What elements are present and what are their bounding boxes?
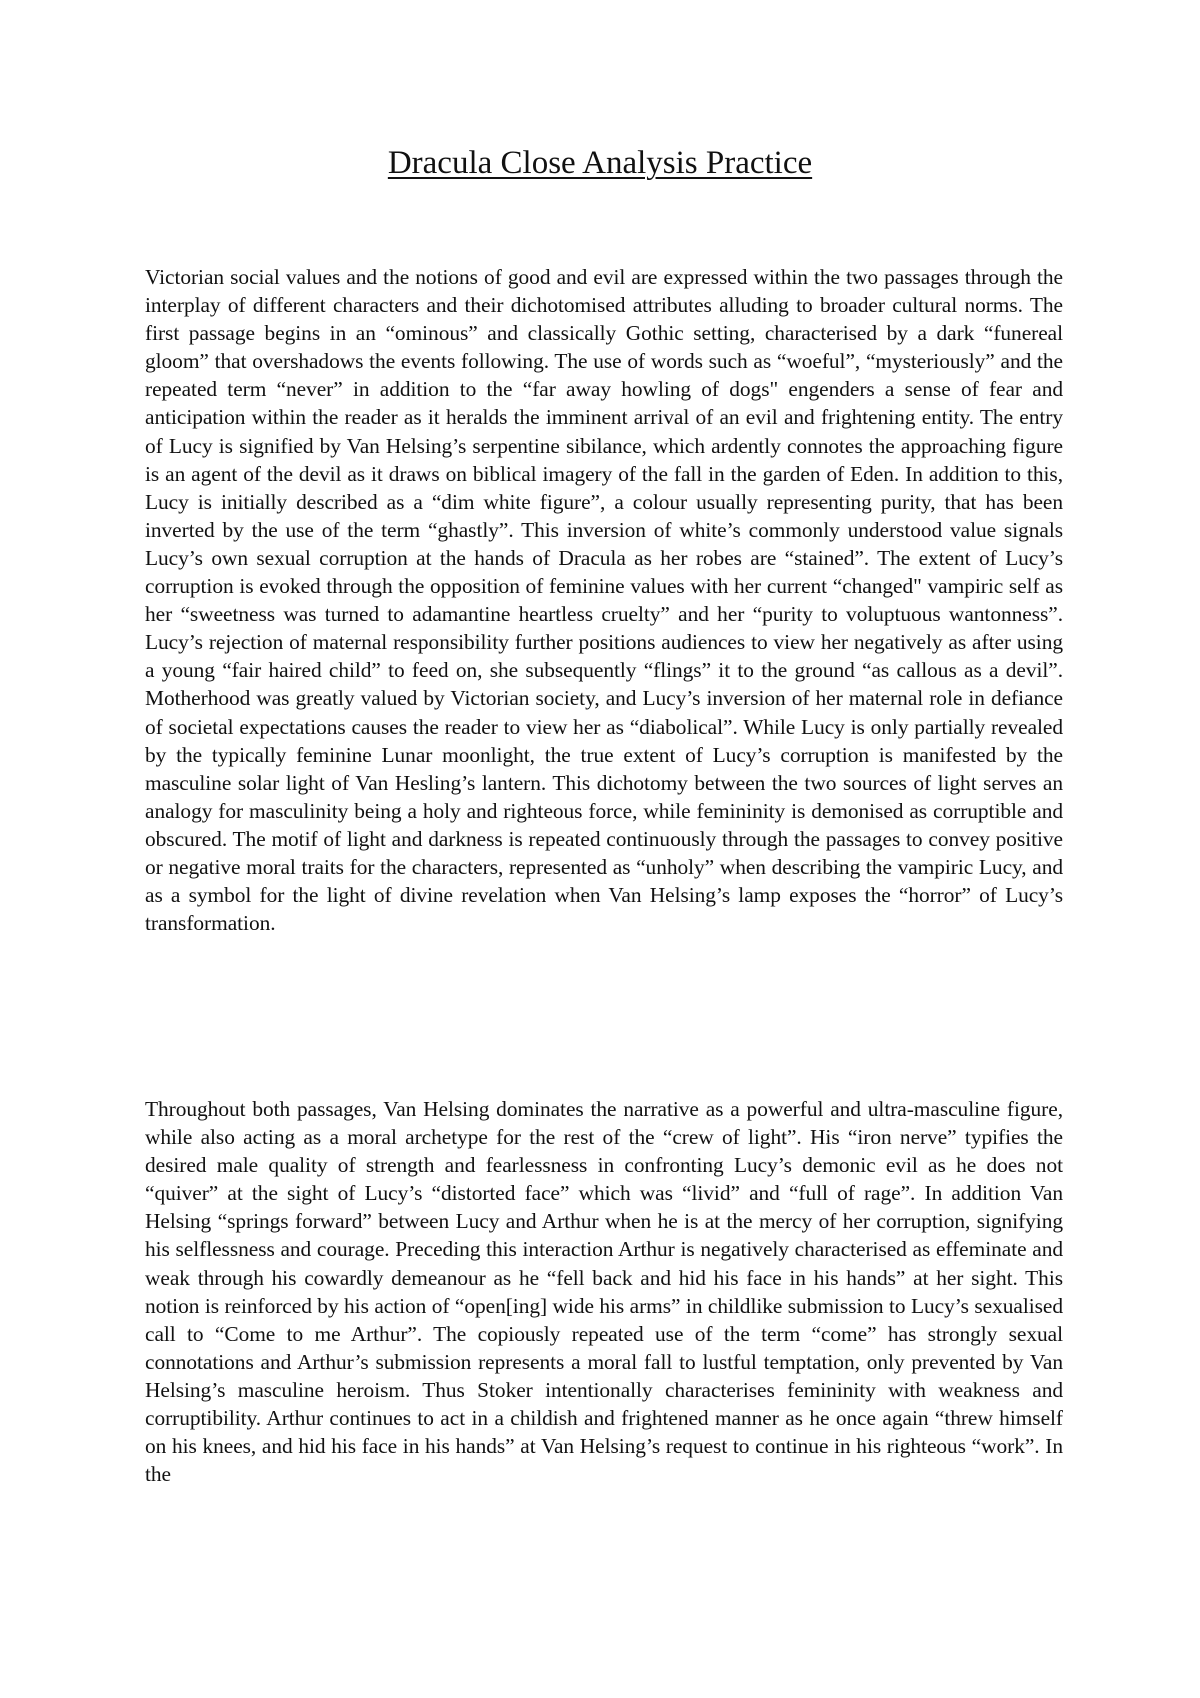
document-title: Dracula Close Analysis Practice	[387, 145, 813, 181]
paragraph-2: Throughout both passages, Van Helsing dominates the narrative as a powerful and ultra-masculine figure, while also acting as a moral archetype for the rest of the “crew of light”. His “iron nerve” typifies the desired male quality of strength and fearlessness in confronting Lucy’s demonic evil as he does not “quiver” at the sight of Lucy’s “distorted face” which was “livid” and “full of rage”. In addition Van Helsing “springs forward” between Lucy and Arthur when he is at the mercy of her corruption, signifying his selflessness and courage. Preceding this interaction Arthur is negatively characterised as effeminate and weak through his cowardly demeanour as he “fell back and hid his face in his hands” at her sight. This notion is reinforced by his action of “open[ing] wide his arms” in childlike submission to Lucy’s sexualised call to “Come to me Arthur”. The copiously repeated use of the term “come” has strongly sexual connotations and Arthur’s submission represents a moral fall to lustful temptation, only prevented by Van Helsing’s masculine heroism. Thus Stoker intentionally characterises femininity with weakness and corruptibility. Arthur continues to act in a childish and frightened manner as he once again “threw himself on his knees, and hid his face in his hands” at Van Helsing’s request to continue in his righteous “work”. In the	[145, 1097, 1063, 1487]
paragraph-1: Victorian social values and the notions of good and evil are expressed within the two passages through the interplay of different characters and their dichotomised attributes alluding to broader cultural norms. The first passage begins in an “ominous” and classically Gothic setting, characterised by a dark “funereal gloom” that overshadows the events following. The use of words such as “woeful”, “mysteriously” and the repeated term “never” in addition to the “far away howling of dogs" engenders a sense of fear and anticipation within the reader as it heralds the imminent arrival of an evil and frightening entity. The entry of Lucy is signified by Van Helsing’s serpentine sibilance, which ardently connotes the approaching figure is an agent of the devil as it draws on biblical imagery of the fall in the garden of Eden. In addition to this, Lucy is initially described as a “dim white figure”, a colour usually representing purity, that has been inverted by the use of the term “ghastly”. This inversion of white’s commonly understood value signals Lucy’s own sexual corruption at the hands of Dracula as her robes are “stained”. The extent of Lucy’s corruption is evoked through the opposition of feminine values with her current “changed" vampiric self as her “sweetness was turned to adamantine heartless cruelty” and her “purity to voluptuous wantonness”. Lucy’s rejection of maternal responsibility further positions audiences to view her negatively as after using a young “fair haired child” to feed on, she subsequently “flings” it to the ground “as callous as a devil”. Motherhood was greatly valued by Victorian society, and Lucy’s inversion of her maternal role in defiance of societal expectations causes the reader to view her as “diabolical”. While Lucy is only partially revealed by the typically feminine Lunar moonlight, the true extent of Lucy’s corruption is manifested by the masculine solar light of Van Hesling’s lantern. This dichotomy between the two sources of light serves an analogy for masculinity being a holy and righteous force, while femininity is demonised as corruptible and obscured. The motif of light and darkness is repeated continuously through the passages to convey positive or negative moral traits for the characters, represented as “unholy” when describing the vampiric Lucy, and as a symbol for the light of divine revelation when Van Helsing’s lamp exposes the “horror” of Lucy’s transformation.	[145, 265, 1063, 936]
